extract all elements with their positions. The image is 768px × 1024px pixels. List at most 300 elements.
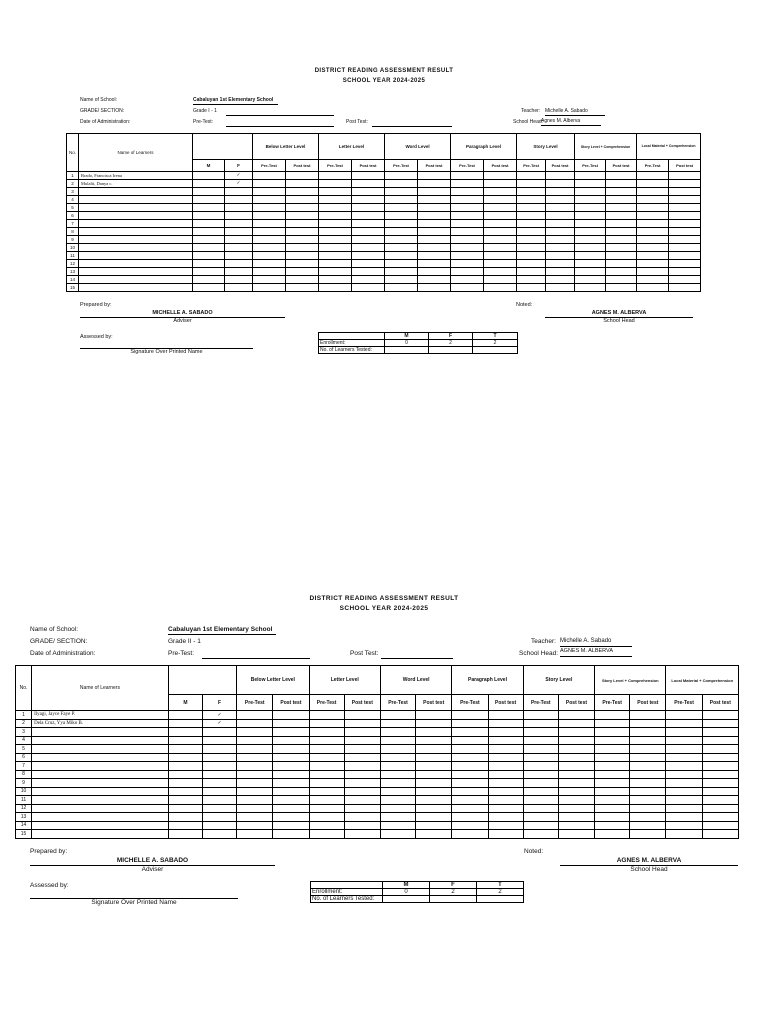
- col-m: M: [193, 160, 225, 172]
- col-posttest: Post test: [558, 695, 594, 711]
- score-cell: [558, 745, 594, 754]
- score-cell: [452, 728, 488, 737]
- summary-f-header: F: [429, 333, 473, 340]
- score-cell: [630, 711, 666, 720]
- score-cell: [237, 804, 273, 813]
- score-cell: [630, 770, 666, 779]
- score-cell: [416, 796, 452, 805]
- score-cell: [309, 813, 344, 822]
- row-number: 5: [16, 745, 32, 754]
- row-number: 3: [16, 728, 32, 737]
- school-head-role: School Head: [630, 866, 668, 873]
- pretest-line: [202, 658, 310, 659]
- school-head-label: School Head:: [519, 650, 559, 657]
- score-cell: [523, 762, 558, 771]
- grade-label: GRADE/ SECTION:: [80, 108, 125, 114]
- male-cell: [168, 736, 202, 745]
- score-cell: [488, 762, 523, 771]
- score-cell: [273, 762, 309, 771]
- female-check-cell: [202, 804, 236, 813]
- row-number: 9: [67, 236, 79, 244]
- col-posttest: Post test: [273, 695, 309, 711]
- female-check-cell: [202, 753, 236, 762]
- score-cell: [380, 762, 415, 771]
- score-cell: [344, 804, 380, 813]
- score-cell: [702, 830, 738, 839]
- teacher-name: Michelle A. Sabado: [545, 108, 588, 114]
- score-cell: [309, 762, 344, 771]
- row-number: 12: [67, 260, 79, 268]
- score-cell: [666, 787, 702, 796]
- row-number: 12: [16, 804, 32, 813]
- score-cell: [237, 736, 273, 745]
- score-cell: [344, 830, 380, 839]
- teacher-line: [560, 646, 632, 647]
- score-cell: [380, 711, 415, 720]
- score-cell: [488, 736, 523, 745]
- score-cell: [309, 736, 344, 745]
- score-cell: [488, 779, 523, 788]
- row-number: 13: [16, 813, 32, 822]
- noted-name: AGNES M. ALBERVA: [591, 310, 647, 316]
- learner-name: [32, 796, 169, 805]
- score-cell: [416, 762, 452, 771]
- score-cell: [273, 821, 309, 830]
- score-cell: [595, 745, 630, 754]
- score-cell: [273, 770, 309, 779]
- score-cell: [452, 770, 488, 779]
- score-cell: [273, 711, 309, 720]
- score-cell: [237, 711, 273, 720]
- table-row: [16, 753, 739, 762]
- col-pretest: Pre-Test: [666, 695, 702, 711]
- score-cell: [273, 787, 309, 796]
- score-cell: [702, 736, 738, 745]
- score-cell: [558, 821, 594, 830]
- female-check-cell: [202, 787, 236, 796]
- col-level-story-comp: Story Level + Comprehension: [595, 666, 666, 695]
- score-cell: [309, 830, 344, 839]
- score-cell: [237, 770, 273, 779]
- score-cell: [273, 813, 309, 822]
- learner-name: [32, 821, 169, 830]
- score-cell: [344, 728, 380, 737]
- table-row: [16, 779, 739, 788]
- tested-f: [430, 896, 477, 903]
- learner-name: [32, 753, 169, 762]
- enrollment-m: 0: [383, 889, 430, 896]
- score-cell: [523, 719, 558, 728]
- col-pretest: Pre-Test: [385, 160, 418, 172]
- score-cell: [452, 787, 488, 796]
- male-cell: [168, 796, 202, 805]
- score-cell: [595, 770, 630, 779]
- score-cell: [523, 745, 558, 754]
- score-cell: [344, 787, 380, 796]
- table-row: [16, 813, 739, 822]
- score-cell: [630, 787, 666, 796]
- score-cell: [630, 753, 666, 762]
- score-cell: [344, 779, 380, 788]
- score-cell: [309, 728, 344, 737]
- male-cell: [168, 813, 202, 822]
- signature-label: Signature Over Printed Name: [91, 899, 177, 906]
- noted-name: AGNES M. ALBERVA: [616, 857, 682, 864]
- score-cell: [416, 719, 452, 728]
- col-sex-blank: [168, 666, 236, 695]
- row-number: 2: [16, 719, 32, 728]
- score-cell: [380, 796, 415, 805]
- score-cell: [666, 821, 702, 830]
- female-check-cell: ✓: [225, 180, 253, 188]
- score-cell: [523, 787, 558, 796]
- score-cell: [523, 830, 558, 839]
- score-cell: [523, 796, 558, 805]
- score-cell: [702, 813, 738, 822]
- score-cell: [416, 770, 452, 779]
- row-number: 11: [67, 252, 79, 260]
- learners-table: [15, 665, 739, 839]
- table-row: [16, 830, 739, 839]
- row-number: 15: [67, 284, 79, 292]
- male-cell: [168, 711, 202, 720]
- score-cell: [488, 728, 523, 737]
- female-check-cell: [202, 745, 236, 754]
- col-pretest: Pre-Test: [451, 160, 484, 172]
- row-number: 4: [67, 196, 79, 204]
- col-m: M: [168, 695, 202, 711]
- score-cell: [452, 745, 488, 754]
- learner-name: [32, 762, 169, 771]
- col-level-letter: Letter Level: [319, 134, 385, 160]
- score-cell: [380, 787, 415, 796]
- score-cell: [523, 753, 558, 762]
- school-name: Cabaluyan 1st Elementary School: [193, 97, 274, 103]
- col-level-below-letter: Below Letter Level: [253, 134, 319, 160]
- score-cell: [630, 719, 666, 728]
- col-posttest: Post test: [352, 160, 385, 172]
- score-cell: [309, 770, 344, 779]
- score-cell: [452, 711, 488, 720]
- row-number: 1: [16, 711, 32, 720]
- score-cell: [452, 779, 488, 788]
- score-cell: [452, 719, 488, 728]
- row-number: 1: [67, 172, 79, 180]
- score-cell: [416, 813, 452, 822]
- learner-name: [32, 813, 169, 822]
- summary-t-header: T: [473, 333, 518, 340]
- score-cell: [452, 813, 488, 822]
- score-cell: [523, 736, 558, 745]
- score-cell: [488, 753, 523, 762]
- male-cell: [168, 728, 202, 737]
- col-posttest: Post test: [669, 160, 701, 172]
- school-head-line: [560, 656, 632, 657]
- school-year: SCHOOL YEAR 2024-2025: [339, 605, 429, 612]
- score-cell: [452, 830, 488, 839]
- row-number: 5: [67, 204, 79, 212]
- score-cell: [344, 753, 380, 762]
- score-cell: [558, 813, 594, 822]
- score-cell: [452, 736, 488, 745]
- col-posttest: Post test: [488, 695, 523, 711]
- score-cell: [344, 821, 380, 830]
- pretest-label: Pre-Test:: [168, 650, 195, 657]
- grade-section: Grade I - 1: [193, 108, 217, 114]
- score-cell: [523, 728, 558, 737]
- col-pretest: Pre-Test: [253, 160, 286, 172]
- score-cell: [416, 787, 452, 796]
- school-year: SCHOOL YEAR 2024-2025: [342, 78, 426, 84]
- grade-label: GRADE/ SECTION:: [30, 638, 88, 645]
- row-number: 4: [16, 736, 32, 745]
- col-posttest: Post test: [418, 160, 451, 172]
- form-title: DISTRICT READING ASSESSMENT RESULT: [309, 595, 459, 602]
- female-check-cell: [202, 770, 236, 779]
- row-number: 11: [16, 796, 32, 805]
- score-cell: [237, 753, 273, 762]
- score-cell: [595, 830, 630, 839]
- score-cell: [488, 787, 523, 796]
- score-cell: [309, 821, 344, 830]
- score-cell: [630, 804, 666, 813]
- score-cell: [523, 711, 558, 720]
- score-cell: [309, 787, 344, 796]
- table-row: [16, 796, 739, 805]
- score-cell: [666, 779, 702, 788]
- adviser-label: Adviser: [173, 318, 192, 324]
- enrollment-t: 2: [473, 340, 518, 347]
- score-cell: [558, 711, 594, 720]
- score-cell: [666, 796, 702, 805]
- score-cell: [273, 745, 309, 754]
- row-number: 9: [16, 779, 32, 788]
- col-posttest: Post test: [286, 160, 319, 172]
- score-cell: [452, 821, 488, 830]
- row-number: 13: [67, 268, 79, 276]
- row-number: 2: [67, 180, 79, 188]
- enrollment-m: 0: [385, 340, 429, 347]
- score-cell: [630, 830, 666, 839]
- tested-t: [477, 896, 524, 903]
- score-cell: [380, 830, 415, 839]
- score-cell: [309, 711, 344, 720]
- female-check-cell: ✓: [202, 711, 236, 720]
- row-number: 8: [16, 770, 32, 779]
- col-posttest: Post test: [630, 695, 666, 711]
- row-number: 6: [67, 212, 79, 220]
- table-row: [16, 762, 739, 771]
- score-cell: [558, 719, 594, 728]
- score-cell: [488, 719, 523, 728]
- score-cell: [630, 728, 666, 737]
- female-check-cell: [202, 813, 236, 822]
- row-number: 10: [16, 787, 32, 796]
- adviser-label: Adviser: [141, 866, 164, 873]
- score-cell: [595, 779, 630, 788]
- score-cell: [595, 787, 630, 796]
- score-cell: [237, 787, 273, 796]
- score-cell: [380, 719, 415, 728]
- learner-name: Mulalit, Danya c.: [79, 180, 193, 188]
- col-level-paragraph: Paragraph Level: [452, 666, 523, 695]
- score-cell: [416, 804, 452, 813]
- score-cell: [380, 804, 415, 813]
- col-level-word: Word Level: [385, 134, 451, 160]
- col-learners: Name of Learners: [32, 666, 169, 711]
- score-cell: [273, 728, 309, 737]
- score-cell: [666, 804, 702, 813]
- score-cell: [523, 804, 558, 813]
- pretest-label: Pre-Test:: [193, 119, 214, 125]
- prepared-by-label: Prepared by:: [30, 848, 68, 855]
- score-cell: [702, 804, 738, 813]
- score-cell: [702, 762, 738, 771]
- female-check-cell: ✓: [202, 719, 236, 728]
- score-cell: [452, 796, 488, 805]
- row-number: 15: [16, 830, 32, 839]
- score-cell: [558, 787, 594, 796]
- learner-name: [32, 804, 169, 813]
- score-cell: [309, 719, 344, 728]
- score-cell: [666, 762, 702, 771]
- score-cell: [595, 719, 630, 728]
- score-cell: [595, 813, 630, 822]
- col-level-paragraph: Paragraph Level: [451, 134, 517, 160]
- score-cell: [344, 813, 380, 822]
- score-cell: [630, 813, 666, 822]
- prepared-name: MICHELLE A. SABADO: [116, 857, 189, 864]
- score-cell: [595, 796, 630, 805]
- score-cell: [595, 821, 630, 830]
- table-row: [16, 787, 739, 796]
- score-cell: [416, 753, 452, 762]
- date-label: Date of Administration:: [80, 119, 131, 125]
- score-cell: [380, 779, 415, 788]
- col-posttest: Post test: [484, 160, 517, 172]
- score-cell: [237, 813, 273, 822]
- male-cell: [168, 787, 202, 796]
- score-cell: [666, 813, 702, 822]
- row-number: 7: [67, 220, 79, 228]
- male-cell: [168, 762, 202, 771]
- teacher-label: Teacher:: [531, 638, 556, 645]
- score-cell: [344, 770, 380, 779]
- female-check-cell: [202, 762, 236, 771]
- summary-f-header: F: [430, 882, 477, 889]
- score-cell: [344, 736, 380, 745]
- enrollment-label: Enrollment:: [319, 340, 385, 347]
- enrollment-f: 2: [430, 889, 477, 896]
- score-cell: [273, 736, 309, 745]
- score-cell: [666, 745, 702, 754]
- score-cell: [309, 745, 344, 754]
- learner-name: [32, 745, 169, 754]
- score-cell: [380, 813, 415, 822]
- score-cell: [630, 796, 666, 805]
- teacher-name: Michelle A. Sabado: [560, 638, 612, 644]
- noted-label: Noted:: [516, 302, 533, 308]
- score-cell: [344, 711, 380, 720]
- score-cell: [237, 821, 273, 830]
- learner-name: [32, 736, 169, 745]
- score-cell: [488, 711, 523, 720]
- male-cell: [168, 753, 202, 762]
- score-cell: [666, 753, 702, 762]
- learner-name: Dela Cruz, Yya Miko B.: [32, 719, 169, 728]
- score-cell: [595, 728, 630, 737]
- col-level-word: Word Level: [380, 666, 451, 695]
- tested-label: No. of Learners Tested:: [319, 347, 385, 354]
- col-level-story: Story Level: [517, 134, 575, 160]
- score-cell: [380, 753, 415, 762]
- row-number: 8: [67, 228, 79, 236]
- enrollment-f: 2: [429, 340, 473, 347]
- row-number: 10: [67, 244, 79, 252]
- table-row: [16, 736, 739, 745]
- score-cell: [237, 779, 273, 788]
- col-pretest: Pre-Test: [595, 695, 630, 711]
- enrollment-label: Enrollment:: [311, 889, 383, 896]
- score-cell: [595, 736, 630, 745]
- score-cell: [523, 770, 558, 779]
- score-cell: [702, 711, 738, 720]
- learner-name: Ilyagi, Jayce Faye P.: [32, 711, 169, 720]
- table-row: [16, 728, 739, 737]
- prepared-name: MICHELLE A. SABADO: [152, 310, 213, 316]
- score-cell: [595, 804, 630, 813]
- score-cell: [380, 728, 415, 737]
- posttest-line: [381, 658, 453, 659]
- col-posttest: Post test: [546, 160, 575, 172]
- col-level-local-material: Local Material + Comprehension: [666, 666, 739, 695]
- female-check-cell: ✓: [225, 172, 253, 180]
- school-label: Name of School:: [80, 97, 117, 103]
- score-cell: [452, 804, 488, 813]
- noted-label: Noted:: [524, 848, 544, 855]
- summary-m-header: M: [385, 333, 429, 340]
- score-cell: [237, 796, 273, 805]
- female-check-cell: [202, 779, 236, 788]
- score-cell: [558, 796, 594, 805]
- score-cell: [237, 830, 273, 839]
- col-level-letter: Letter Level: [309, 666, 380, 695]
- score-cell: [630, 821, 666, 830]
- score-cell: [344, 745, 380, 754]
- male-cell: [168, 719, 202, 728]
- col-pretest: Pre-Test: [637, 160, 669, 172]
- row-number: 14: [16, 821, 32, 830]
- prepared-by-label: Prepared by:: [80, 302, 112, 308]
- learner-name: [32, 728, 169, 737]
- score-cell: [380, 745, 415, 754]
- score-cell: [666, 719, 702, 728]
- score-cell: [702, 821, 738, 830]
- posttest-label: Post Test:: [350, 650, 379, 657]
- score-cell: [237, 728, 273, 737]
- score-cell: [630, 745, 666, 754]
- score-cell: [416, 830, 452, 839]
- score-cell: [702, 787, 738, 796]
- learner-name: [32, 770, 169, 779]
- school-head-role: School Head: [603, 318, 635, 324]
- score-cell: [702, 796, 738, 805]
- score-cell: [523, 813, 558, 822]
- female-check-cell: [202, 821, 236, 830]
- col-no: No.: [16, 666, 32, 711]
- tested-m: [383, 896, 430, 903]
- summary-m-header: M: [383, 882, 430, 889]
